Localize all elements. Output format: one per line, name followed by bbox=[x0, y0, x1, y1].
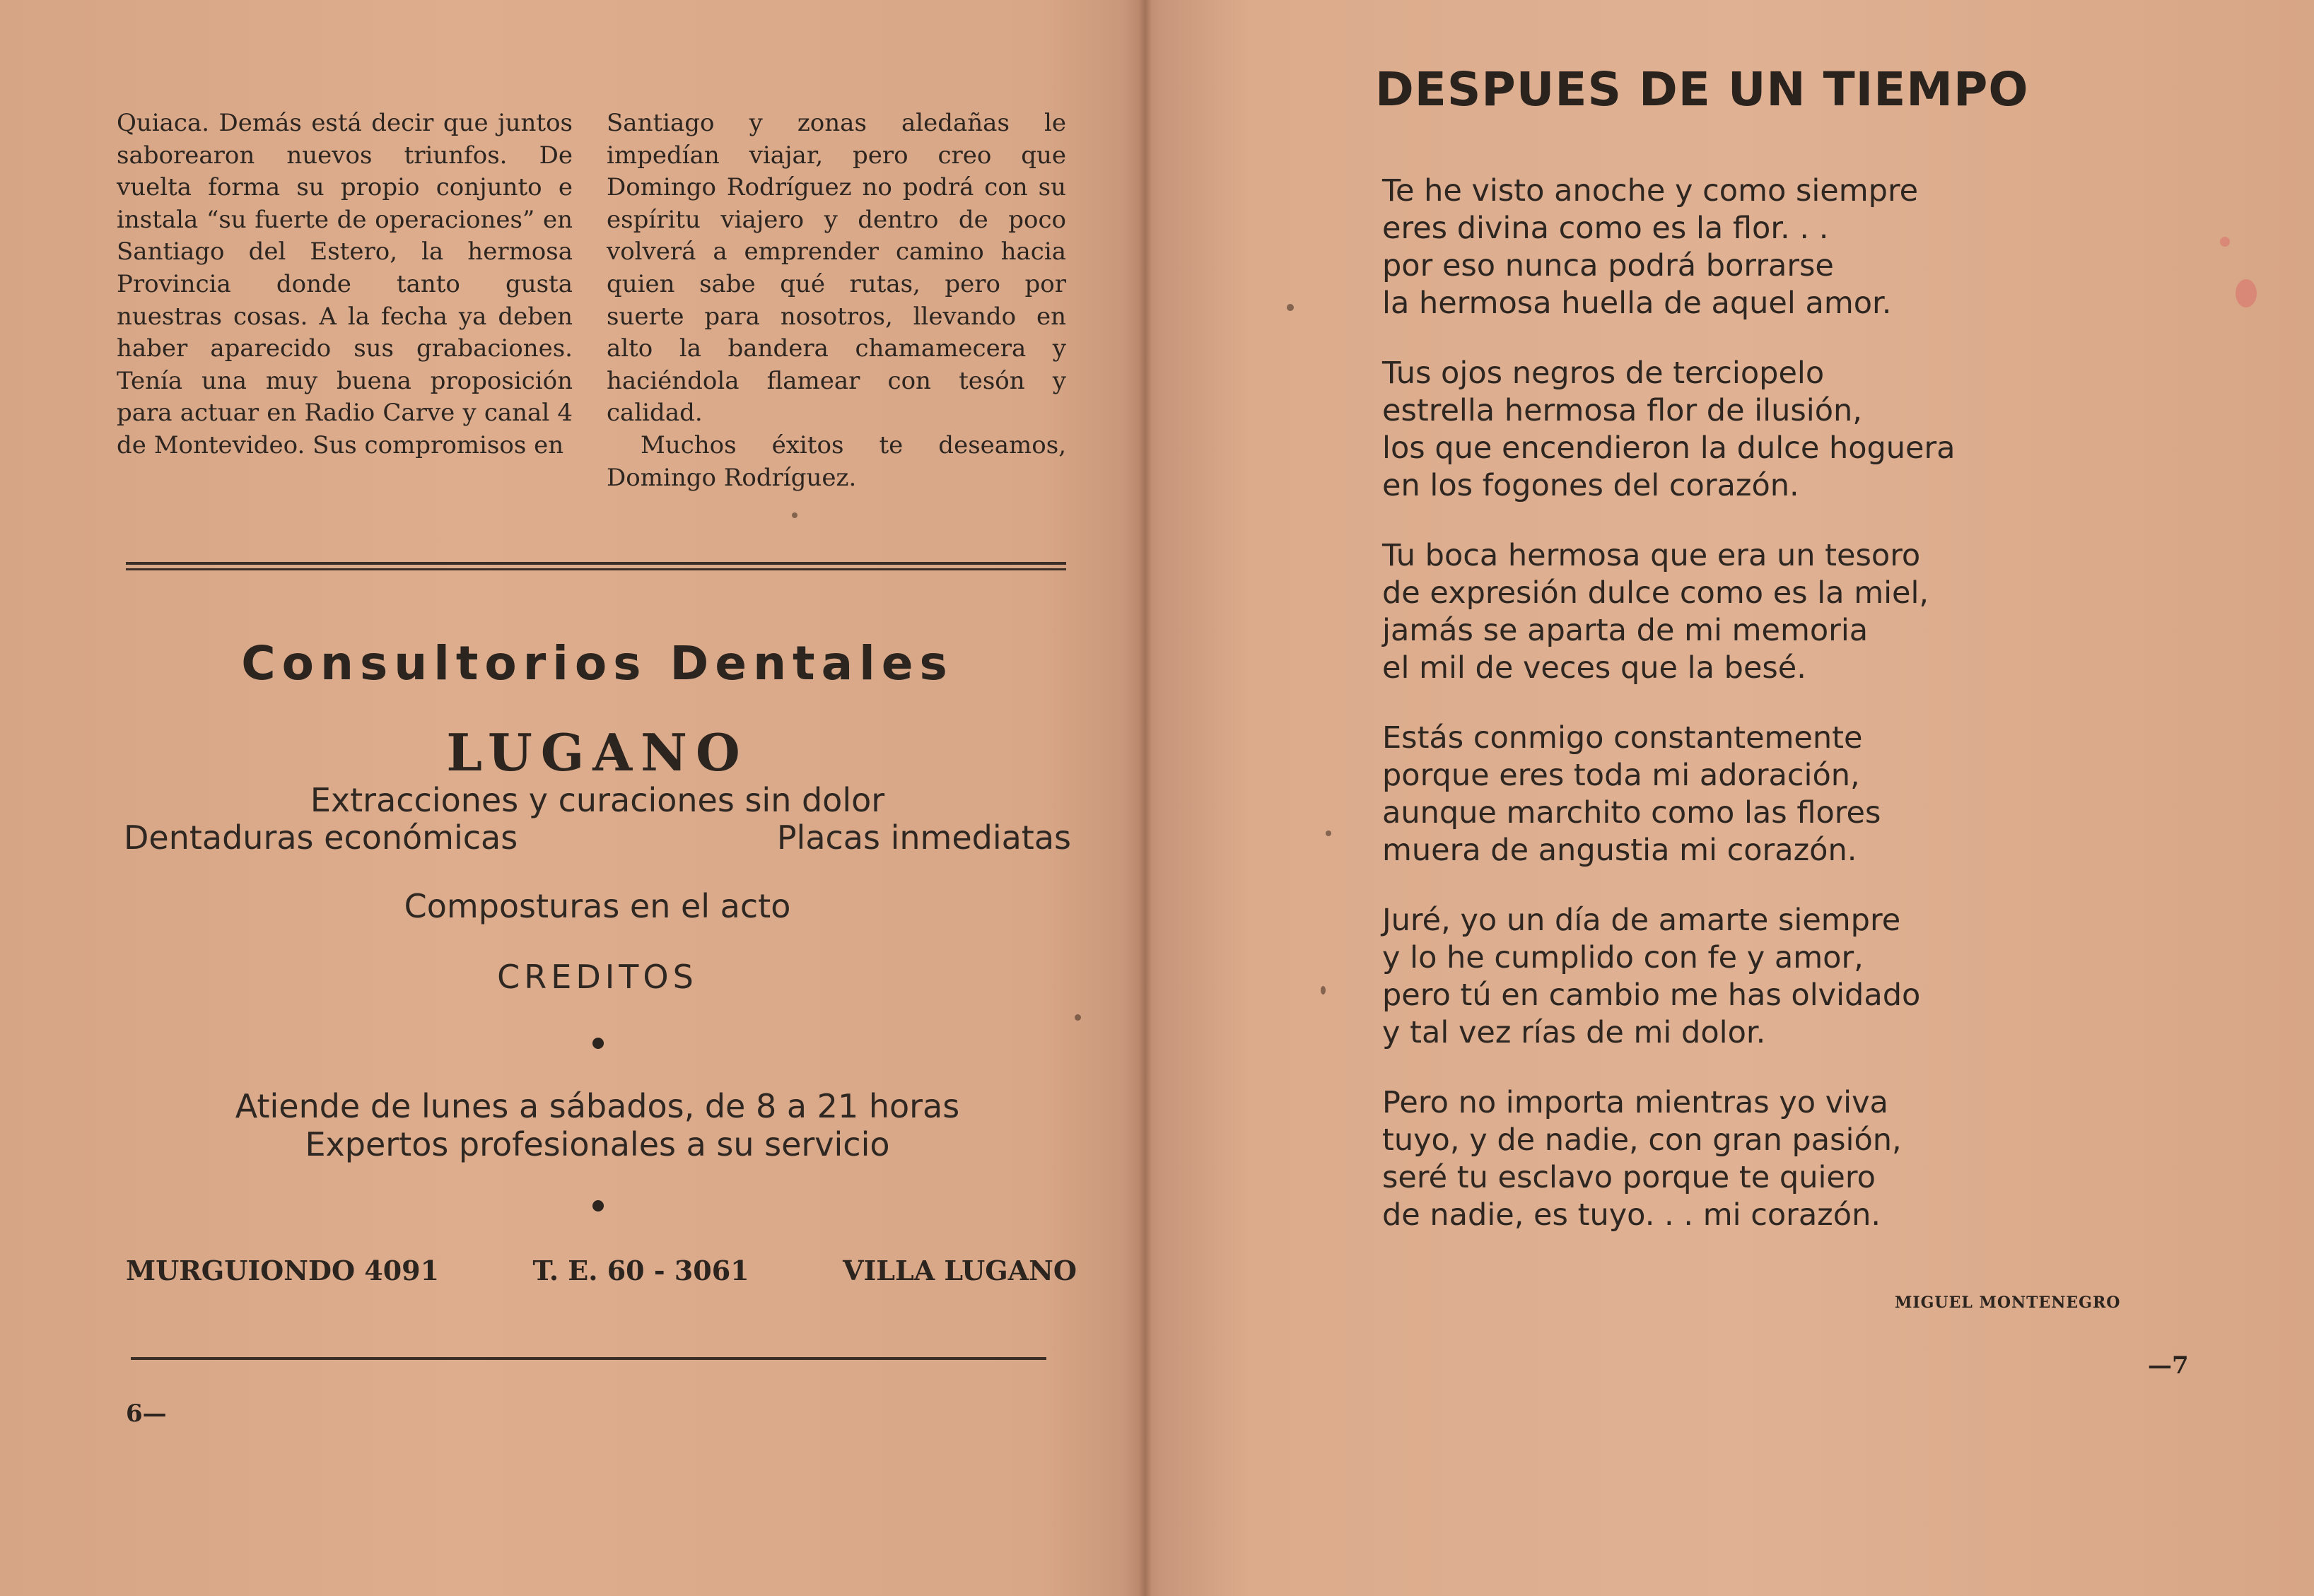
poem-author: MIGUEL MONTENEGRO bbox=[1895, 1293, 2121, 1312]
paper-stain bbox=[2236, 279, 2257, 307]
poem-line: porque eres toda mi adoración, bbox=[1382, 758, 1860, 793]
paper-speck bbox=[1075, 1014, 1081, 1021]
ad-address: MURGUIONDO 4091 bbox=[126, 1255, 440, 1286]
poem-line: los que encendieron la dulce hoguera bbox=[1382, 430, 1956, 466]
paper-speck bbox=[792, 512, 797, 518]
poem-line: pero tú en cambio me has olvidado bbox=[1382, 978, 1921, 1013]
poem-line: y lo he cumplido con fe y amor, bbox=[1382, 940, 1864, 975]
bullet-dot bbox=[592, 1200, 604, 1211]
article-column-2 bbox=[607, 107, 1066, 494]
paper-speck bbox=[1321, 986, 1326, 994]
poem-line: eres divina como es la flor. . . bbox=[1382, 211, 1829, 246]
ad-top-rule bbox=[126, 562, 1066, 565]
poem-line: el mil de veces que la besé. bbox=[1382, 650, 1806, 686]
ad-service-left: Dentaduras económicas bbox=[124, 818, 518, 857]
poem-line: de expresión dulce como es la miel, bbox=[1382, 575, 1929, 611]
poem-line: de nadie, es tuyo. . . mi corazón. bbox=[1382, 1197, 1881, 1233]
article-column-1 bbox=[117, 107, 573, 462]
ad-heading: Consultorios Dentales bbox=[241, 636, 954, 691]
poem-line: por eso nunca podrá borrarse bbox=[1382, 248, 1834, 283]
poem-line: seré tu esclavo porque te quiero bbox=[1382, 1160, 1876, 1195]
article-paragraph: Quiaca. Demás está decir que juntos saborearon nuevos triunfos. De vuelta forma su propio conjunto e instala “su fuerte de operaciones” en Santiago del Estero, la hermosa Provincia donde tanto gusta nuestras cosas. A la fecha ya deben haber aparecido sus grabaciones. Tenía una muy buena proposición para actuar en Radio Carve y canal 4 de Montevideo. Sus compromisos en bbox=[117, 109, 573, 459]
poem-stanza bbox=[1382, 902, 2054, 1052]
poem-body bbox=[1382, 172, 2054, 1267]
poem-line: aunque marchito como las flores bbox=[1382, 795, 1881, 831]
poem-stanza bbox=[1382, 172, 2054, 322]
ad-bottom-rule bbox=[131, 1357, 1046, 1360]
poem-line: Pero no importa mientras yo viva bbox=[1382, 1085, 1888, 1120]
ad-phone: T. E. 60 - 3061 bbox=[532, 1255, 749, 1286]
poem-title: DESPUES DE UN TIEMPO bbox=[1375, 62, 2029, 117]
page-number-right: —7 bbox=[2148, 1351, 2189, 1380]
paper-stain bbox=[2220, 237, 2230, 247]
poem-line: Te he visto anoche y como siempre bbox=[1382, 173, 1919, 209]
ad-service-line: Extracciones y curaciones sin dolor bbox=[310, 781, 885, 819]
bullet-dot bbox=[592, 1038, 604, 1049]
poem-line: Estás conmigo constantemente bbox=[1382, 720, 1863, 756]
poem-line: estrella hermosa flor de ilusión, bbox=[1382, 393, 1862, 428]
ad-credits-line: CREDITOS bbox=[497, 958, 698, 996]
poem-stanza bbox=[1382, 720, 2054, 869]
ad-business-name: LUGANO bbox=[446, 722, 749, 782]
poem-line: jamás se aparta de mi memoria bbox=[1382, 613, 1869, 648]
ad-service-right: Placas inmediatas bbox=[776, 818, 1071, 857]
ad-experts-line: Expertos profesionales a su servicio bbox=[305, 1125, 890, 1163]
poem-line: tuyo, y de nadie, con gran pasión, bbox=[1382, 1122, 1902, 1158]
poem-stanza bbox=[1382, 1084, 2054, 1234]
ad-contact-row bbox=[126, 1255, 1077, 1286]
poem-line: y tal vez rías de mi dolor. bbox=[1382, 1015, 1766, 1050]
page-number-left: 6— bbox=[126, 1400, 167, 1428]
poem-line: Juré, yo un día de amarte siempre bbox=[1382, 903, 1901, 938]
paper-speck bbox=[1287, 304, 1294, 311]
poem-line: en los fogones del corazón. bbox=[1382, 468, 1799, 503]
ad-repairs-line: Composturas en el acto bbox=[404, 887, 791, 925]
ad-service-row bbox=[117, 818, 1078, 857]
paper-speck bbox=[1326, 831, 1331, 836]
ad-top-rule-secondary bbox=[126, 568, 1066, 570]
poem-line: muera de angustia mi corazón. bbox=[1382, 833, 1857, 868]
poem-line: Tu boca hermosa que era un tesoro bbox=[1382, 538, 1921, 573]
article-paragraph: Santiago y zonas aledañas le impedían viajar, pero creo que Domingo Rodríguez no podrá con su espíritu viajero y dentro de poco volverá a emprender camino hacia quien sabe qué rutas, pero por suerte para nosotros, llevando en alto la bandera chamamecera y haciéndola flamear con tesón y calidad. bbox=[607, 109, 1066, 428]
poem-stanza bbox=[1382, 355, 2054, 505]
article-closing-paragraph: Muchos éxitos te deseamos, Domingo Rodríguez. bbox=[607, 430, 1066, 492]
ad-hours-line: Atiende de lunes a sábados, de 8 a 21 horas bbox=[235, 1087, 960, 1125]
ad-locality: VILLA LUGANO bbox=[843, 1255, 1077, 1286]
poem-stanza bbox=[1382, 537, 2054, 687]
poem-line: Tus ojos negros de terciopelo bbox=[1382, 356, 1825, 391]
poem-line: la hermosa huella de aquel amor. bbox=[1382, 286, 1892, 321]
